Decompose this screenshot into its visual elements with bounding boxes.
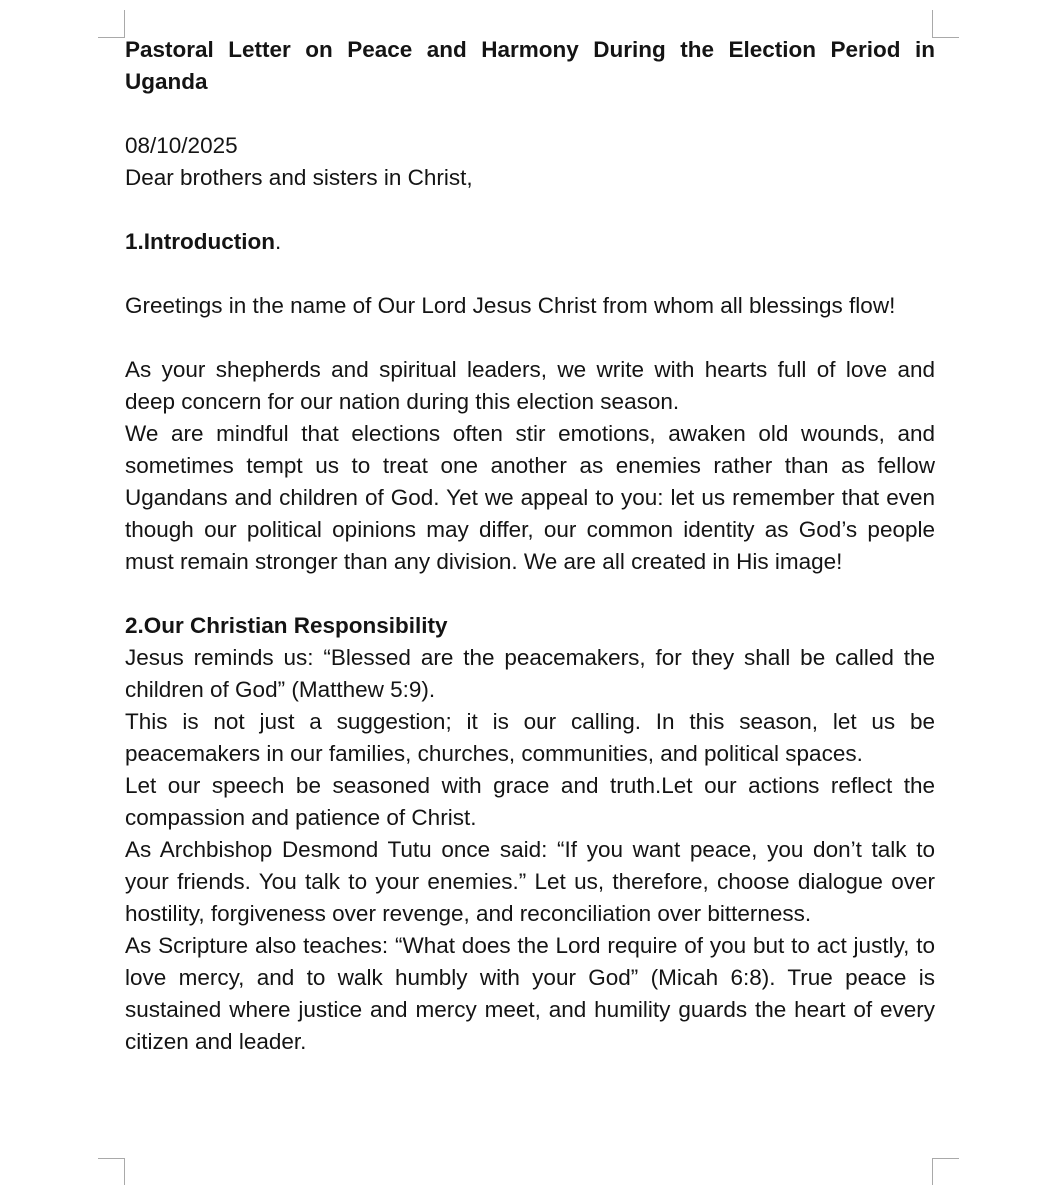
letter-date: 08/10/2025 [125, 133, 238, 158]
document-page [125, 34, 935, 1058]
paragraph: As your shepherds and spiritual leaders, we write with hearts full of love and deep concern for our nation during this election season. [125, 357, 935, 414]
paragraph: Let our speech be seasoned with grace and truth.Let our actions reflect the compassion and patience of Christ. [125, 773, 935, 830]
document-title: Pastoral Letter on Peace and Harmony During the Election Period in Uganda [125, 37, 935, 94]
paragraph: As Scripture also teaches: “What does the Lord require of you but to act justly, to love mercy, and to walk humbly with your God” (Micah 6:8). True peace is sustained where justice and mercy meet, and humility guards the heart of every citizen and leader. [125, 933, 935, 1054]
section-1-heading [125, 226, 935, 258]
section-2-heading: 2.Our Christian Responsibility [125, 613, 448, 638]
section-1-heading-text: 1.Introduction [125, 229, 275, 254]
paragraph: Greetings in the name of Our Lord Jesus Christ from whom all blessings flow! [125, 293, 896, 318]
paragraph: This is not just a suggestion; it is our calling. In this season, let us be peacemakers in our families, churches, communities, and political spaces. [125, 709, 935, 766]
paragraph: Jesus reminds us: “Blessed are the peacemakers, for they shall be called the children of God” (Matthew 5:9). [125, 645, 935, 702]
section-1-heading-suffix: . [275, 229, 282, 254]
paragraph: We are mindful that elections often stir emotions, awaken old wounds, and sometimes tempt us to treat one another as enemies rather than as fellow Ugandans and children of God. Yet we appeal to you: let us remember that even though our political opinions may differ, our common identity as God’s people must remain stronger than any division. We are all created in His image! [125, 421, 935, 574]
paragraph: As Archbishop Desmond Tutu once said: “If you want peace, you don’t talk to your friends. You talk to your enemies.” Let us, therefore, choose dialogue over hostility, forgiveness over revenge, and reconciliation over bitterness. [125, 837, 935, 926]
salutation: Dear brothers and sisters in Christ, [125, 165, 473, 190]
